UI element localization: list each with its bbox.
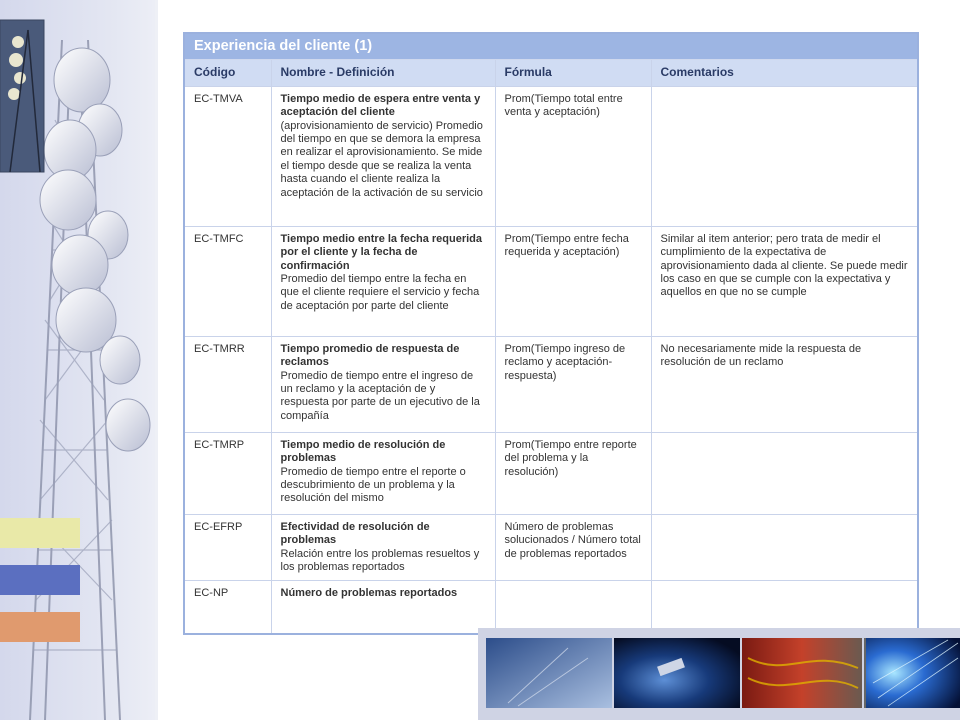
header-formula: Fórmula (495, 60, 651, 86)
table-title-row (184, 33, 918, 60)
table-row (184, 580, 918, 634)
indicator-name: Número de problemas reportados (280, 586, 458, 599)
cell-code: EC-NP (184, 580, 271, 634)
indicator-name: Tiempo medio de espera entre venta y aceptación del cliente (280, 92, 481, 119)
cell-code: EC-TMFC (184, 226, 271, 336)
cell-comments: No necesariamente mide la respuesta de resolución de un reclamo (651, 336, 918, 432)
satellite-dish-photo (486, 638, 612, 708)
indicator-name: Tiempo medio de resolución de problemas (280, 438, 446, 465)
cell-name (271, 226, 495, 336)
cell-name (271, 580, 495, 634)
cell-formula: Número de problemas solucionados / Número total de problemas reportados (495, 514, 651, 580)
cell-comments (651, 580, 918, 634)
indicator-definition: Relación entre los problemas resueltos y los problemas reportados (280, 547, 480, 574)
cell-formula: Prom(Tiempo entre fecha requerida y aceptación) (495, 226, 651, 336)
cell-name (271, 86, 495, 226)
blue-band (0, 565, 80, 595)
kpi-table (183, 32, 919, 635)
table-row (184, 432, 918, 514)
satellite-photo (614, 638, 740, 708)
cell-comments (651, 432, 918, 514)
cell-code: EC-EFRP (184, 514, 271, 580)
cell-code: EC-TMRP (184, 432, 271, 514)
fiber-optic-light-photo (866, 638, 960, 708)
header-comentarios: Comentarios (651, 60, 918, 86)
indicator-name: Tiempo medio entre la fecha requerida por el cliente y la fecha de confirmación (280, 232, 483, 272)
cell-formula (495, 580, 651, 634)
indicator-name: Tiempo promedio de respuesta de reclamos (280, 342, 460, 369)
panel-divider (155, 0, 158, 720)
cell-comments (651, 514, 918, 580)
orange-band (0, 612, 80, 642)
header-codigo: Código (184, 60, 271, 86)
cell-name (271, 514, 495, 580)
indicator-definition: Promedio del tiempo entre la fecha en que el cliente requiere el servicio y fecha de aceptación por parte del cliente (280, 273, 480, 312)
table-header-row (184, 60, 918, 86)
cell-name (271, 432, 495, 514)
network-switch-photo (864, 638, 866, 708)
cell-comments: Similar al item anterior; pero trata de medir el cumplimiento de la expectativa de aprovisionamiento dada al cliente. Se puede medir los caso en que se cumple con la expectativa y aquellos en que no se cumple (651, 226, 918, 336)
photo-strip (478, 628, 960, 720)
table-row (184, 86, 918, 226)
yellow-band (0, 518, 80, 548)
table-row (184, 336, 918, 432)
indicator-name: Efectividad de resolución de problemas (280, 520, 430, 547)
table-row (184, 226, 918, 336)
fiber-cables-photo (742, 638, 862, 708)
indicator-definition: (aprovisionamiento de servicio) Promedio del tiempo en que se demora la empresa en realizar el aprovisionamiento. Se mide el tiempo desde que se realiza la venta hasta cuando el cliente realiza la aceptación de la activación de su servicio (280, 119, 483, 199)
table-row (184, 514, 918, 580)
cell-formula: Prom(Tiempo entre reporte del problema y la resolución) (495, 432, 651, 514)
indicator-definition: Promedio de tiempo entre el ingreso de un reclamo y la aceptación de y respuesta por parte de un ejecutivo de la compañía (280, 369, 480, 422)
table-title: Experiencia del cliente (1) (184, 33, 918, 60)
header-nombre: Nombre - Definición (271, 60, 495, 86)
cell-formula: Prom(Tiempo ingreso de reclamo y aceptación-respuesta) (495, 336, 651, 432)
cell-code: EC-TMRR (184, 336, 271, 432)
cell-name (271, 336, 495, 432)
cell-formula: Prom(Tiempo total entre venta y aceptación) (495, 86, 651, 226)
indicator-definition: Promedio de tiempo entre el reporte o descubrimiento de un problema y la resolución del mismo (280, 465, 466, 505)
photo-strip-illustration (478, 628, 960, 720)
cell-code: EC-TMVA (184, 86, 271, 226)
cell-comments (651, 86, 918, 226)
